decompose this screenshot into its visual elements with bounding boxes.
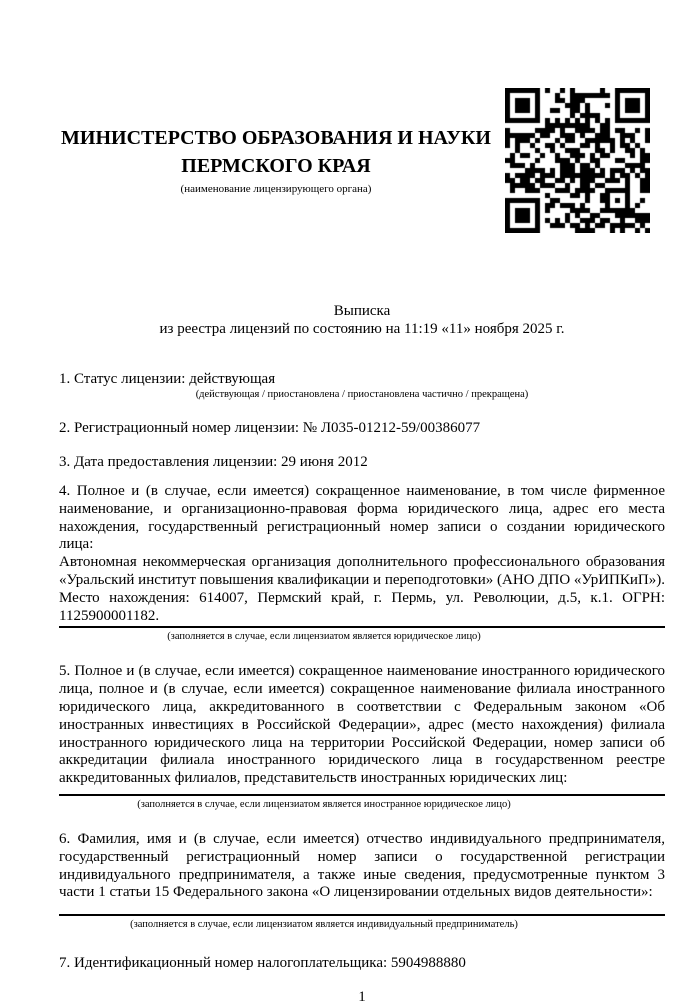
document-title — [59, 303, 665, 339]
foreign-entity-caption: (заполняется в случае, если лицензиатом является иностранное юридическое лицо) — [137, 798, 511, 810]
document-body — [59, 303, 665, 1007]
qr-code — [505, 88, 650, 233]
licensing-authority-header — [40, 124, 512, 196]
legal-entity-section-label: 4. Полное и (в случае, если имеется) сокращенное наименование, в том числе фирменное наименование, и организационно-правовая форма юридического лица, адрес его места нахождения, государственный регистрационный номер записи о создании юридического лица: — [59, 482, 665, 553]
inn-line: 7. Идентификационный номер налогоплательщика: 5904988880 — [59, 955, 466, 972]
document-title-line1: Выписка — [333, 303, 391, 319]
registration-number-line: 2. Регистрационный номер лицензии: № Л035-01212-59/00386077 — [59, 420, 481, 437]
fill-line-legal-entity — [59, 626, 665, 628]
document-title-line2: из реестра лицензий по состоянию на 11:19 «11» ноября 2025 г. — [159, 320, 565, 337]
fill-line-entrepreneur — [59, 914, 665, 916]
legal-entity-caption: (заполняется в случае, если лицензиатом является юридическое лицо) — [167, 631, 481, 643]
status-options-note: (действующая / приостановлена / приостановлена частично / прекращена) — [195, 389, 529, 401]
ministry-caption: (наименование лицензирующего органа) — [180, 183, 372, 195]
grant-date-line: 3. Дата предоставления лицензии: 29 июня 2012 — [59, 454, 368, 471]
license-status-line: 1. Статус лицензии: действующая — [59, 370, 276, 387]
foreign-entity-section-label: 5. Полное и (в случае, если имеется) сокращенное наименование иностранного юридического лица, полное и (в случае, если имеется) сокращенное наименование филиала иностранного юридического лица, аккредитованного в соответствии с Федеральным законом «Об иностранных инвестициях в Российской Федерации», адрес (место нахождения) филиала иностранного юридического лица на территории Российской Федерации, номер записи об аккредитации филиала иностранного юридического лица в государственном реестре аккредитованных филиалов, представительств иностранных юридических лиц: — [59, 663, 665, 787]
ministry-name-line1: МИНИСТЕРСТВО ОБРАЗОВАНИЯ И НАУКИ — [61, 127, 491, 149]
legal-entity-value: Автономная некоммерческая организация дополнительного профессионального образования «Уральский институт повышения квалификации и переподготовки» (АНО ДПО «УрИПКиП»). Место нахождения: 614007, Пермский край, г. Пермь, ул. Революции, д.5, к.1. ОГРН: 1125900001182. — [59, 554, 665, 624]
entrepreneur-caption: (заполняется в случае, если лицензиатом является индивидуальный предприниматель) — [130, 919, 518, 931]
page-number: 1 — [358, 988, 366, 1005]
fill-line-foreign-entity — [59, 794, 665, 796]
ministry-name-line2: ПЕРМСКОГО КРАЯ — [181, 155, 371, 177]
entrepreneur-section-label: 6. Фамилия, имя и (в случае, если имеется) отчество индивидуального предпринимателя, государственный регистрационный номер записи о государственной регистрации индивидуального предпринимателя, а также иные сведения, предусмотренные пунктом 3 части 1 статьи 15 Федерального закона «О лицензировании отдельных видов деятельности»: — [59, 830, 665, 901]
